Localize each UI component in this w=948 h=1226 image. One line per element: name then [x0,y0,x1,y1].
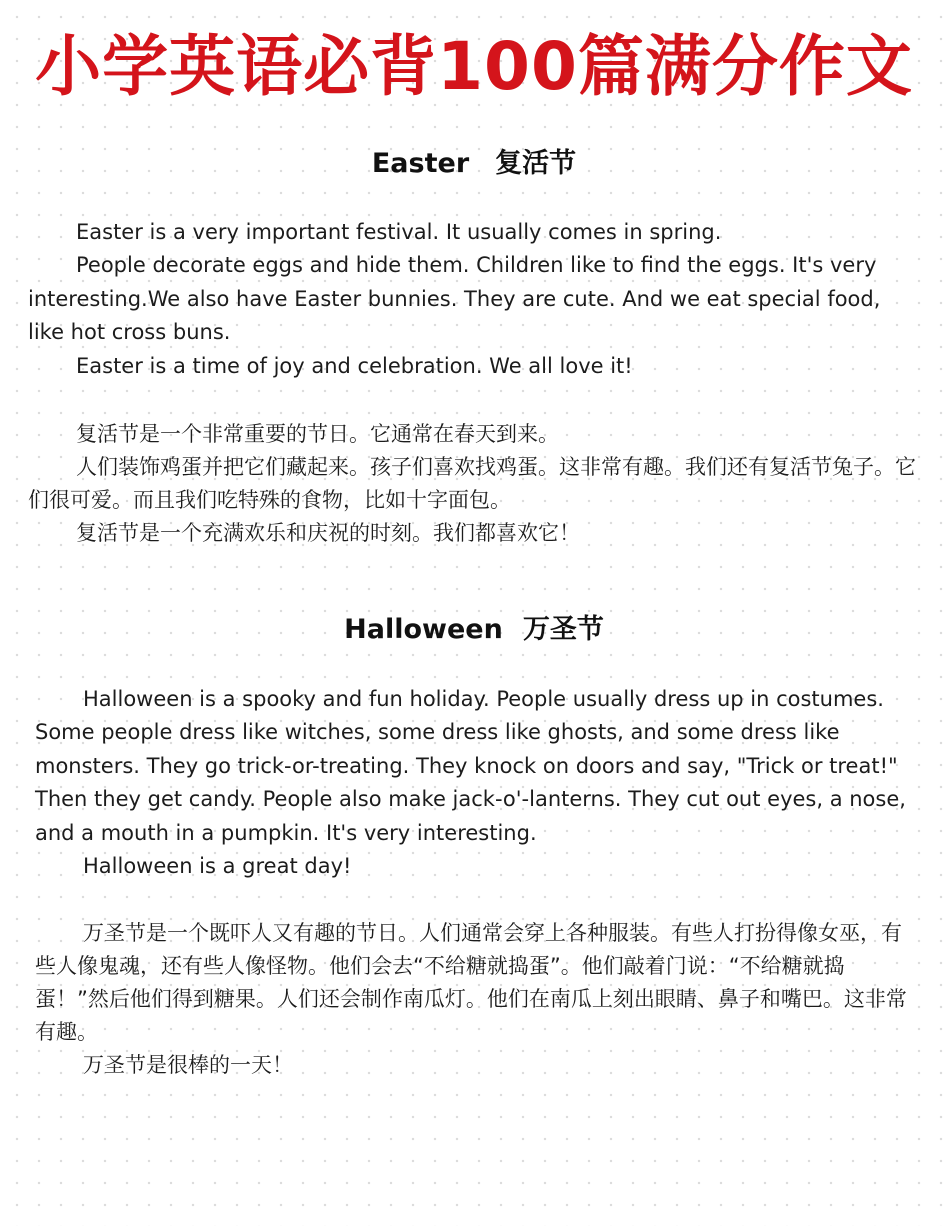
section-title-chinese: 复活节 [495,148,577,179]
paragraph: Easter is a time of joy and celebration. We all love it! [76,353,633,378]
halloween-english-essay [35,683,915,883]
paragraph: Easter is a very important festival. It usually comes in spring. [76,220,722,244]
paragraph: 人们装饰鸡蛋并把它们藏起来。孩子们喜欢找鸡蛋。这非常有趣。我们还有复活节兔子。它们很可爱。而且我们吃特殊的食物，比如十字面包。 [28,455,916,512]
paragraph: 万圣节是一个既吓人又有趣的节日。人们通常会穿上各种服装。有些人打扮得像女巫，有些人像鬼魂，还有些人像怪物。他们会去“不给糖就捣蛋”。他们敲着门说：“不给糖就捣蛋！”然后他们得到糖果。人们还会制作南瓜灯。他们在南瓜上刻出眼睛、鼻子和嘴巴。这非常有趣。 [35,921,907,1044]
section-title-halloween [0,612,948,648]
section-title-english: Easter [371,148,470,179]
paragraph: Halloween is a spooky and fun holiday. People usually dress up in costumes. Some people dress like witches, some dress like ghosts, and some dress like monsters. They go trick-or-treating. They knock on doors and say, "Trick or treat!" Then they get candy. People also make jack-o'-lanterns. They cut out eyes, a nose, and a mouth in a pumpkin. It's very interesting. [35,687,906,845]
page-title: 小学英语必背100篇满分作文 [35,28,913,105]
section-title-chinese: 万圣节 [522,614,604,645]
section-title-english: Halloween [344,614,503,645]
paragraph: 复活节是一个充满欢乐和庆祝的时刻。我们都喜欢它！ [76,521,580,545]
section-title-easter [0,146,948,182]
paragraph: People decorate eggs and hide them. Children like to find the eggs. It's very interesting.We also have Easter bunnies. They are cute. And we eat special food, like hot cross buns. [28,253,881,345]
easter-chinese-essay [28,418,918,550]
paragraph: 复活节是一个非常重要的节日。它通常在春天到来。 [76,422,559,446]
easter-english-essay [28,216,886,383]
halloween-chinese-essay [35,917,907,1082]
paragraph: Halloween is a great day! [83,854,352,879]
paragraph: 万圣节是很棒的一天！ [83,1053,293,1077]
